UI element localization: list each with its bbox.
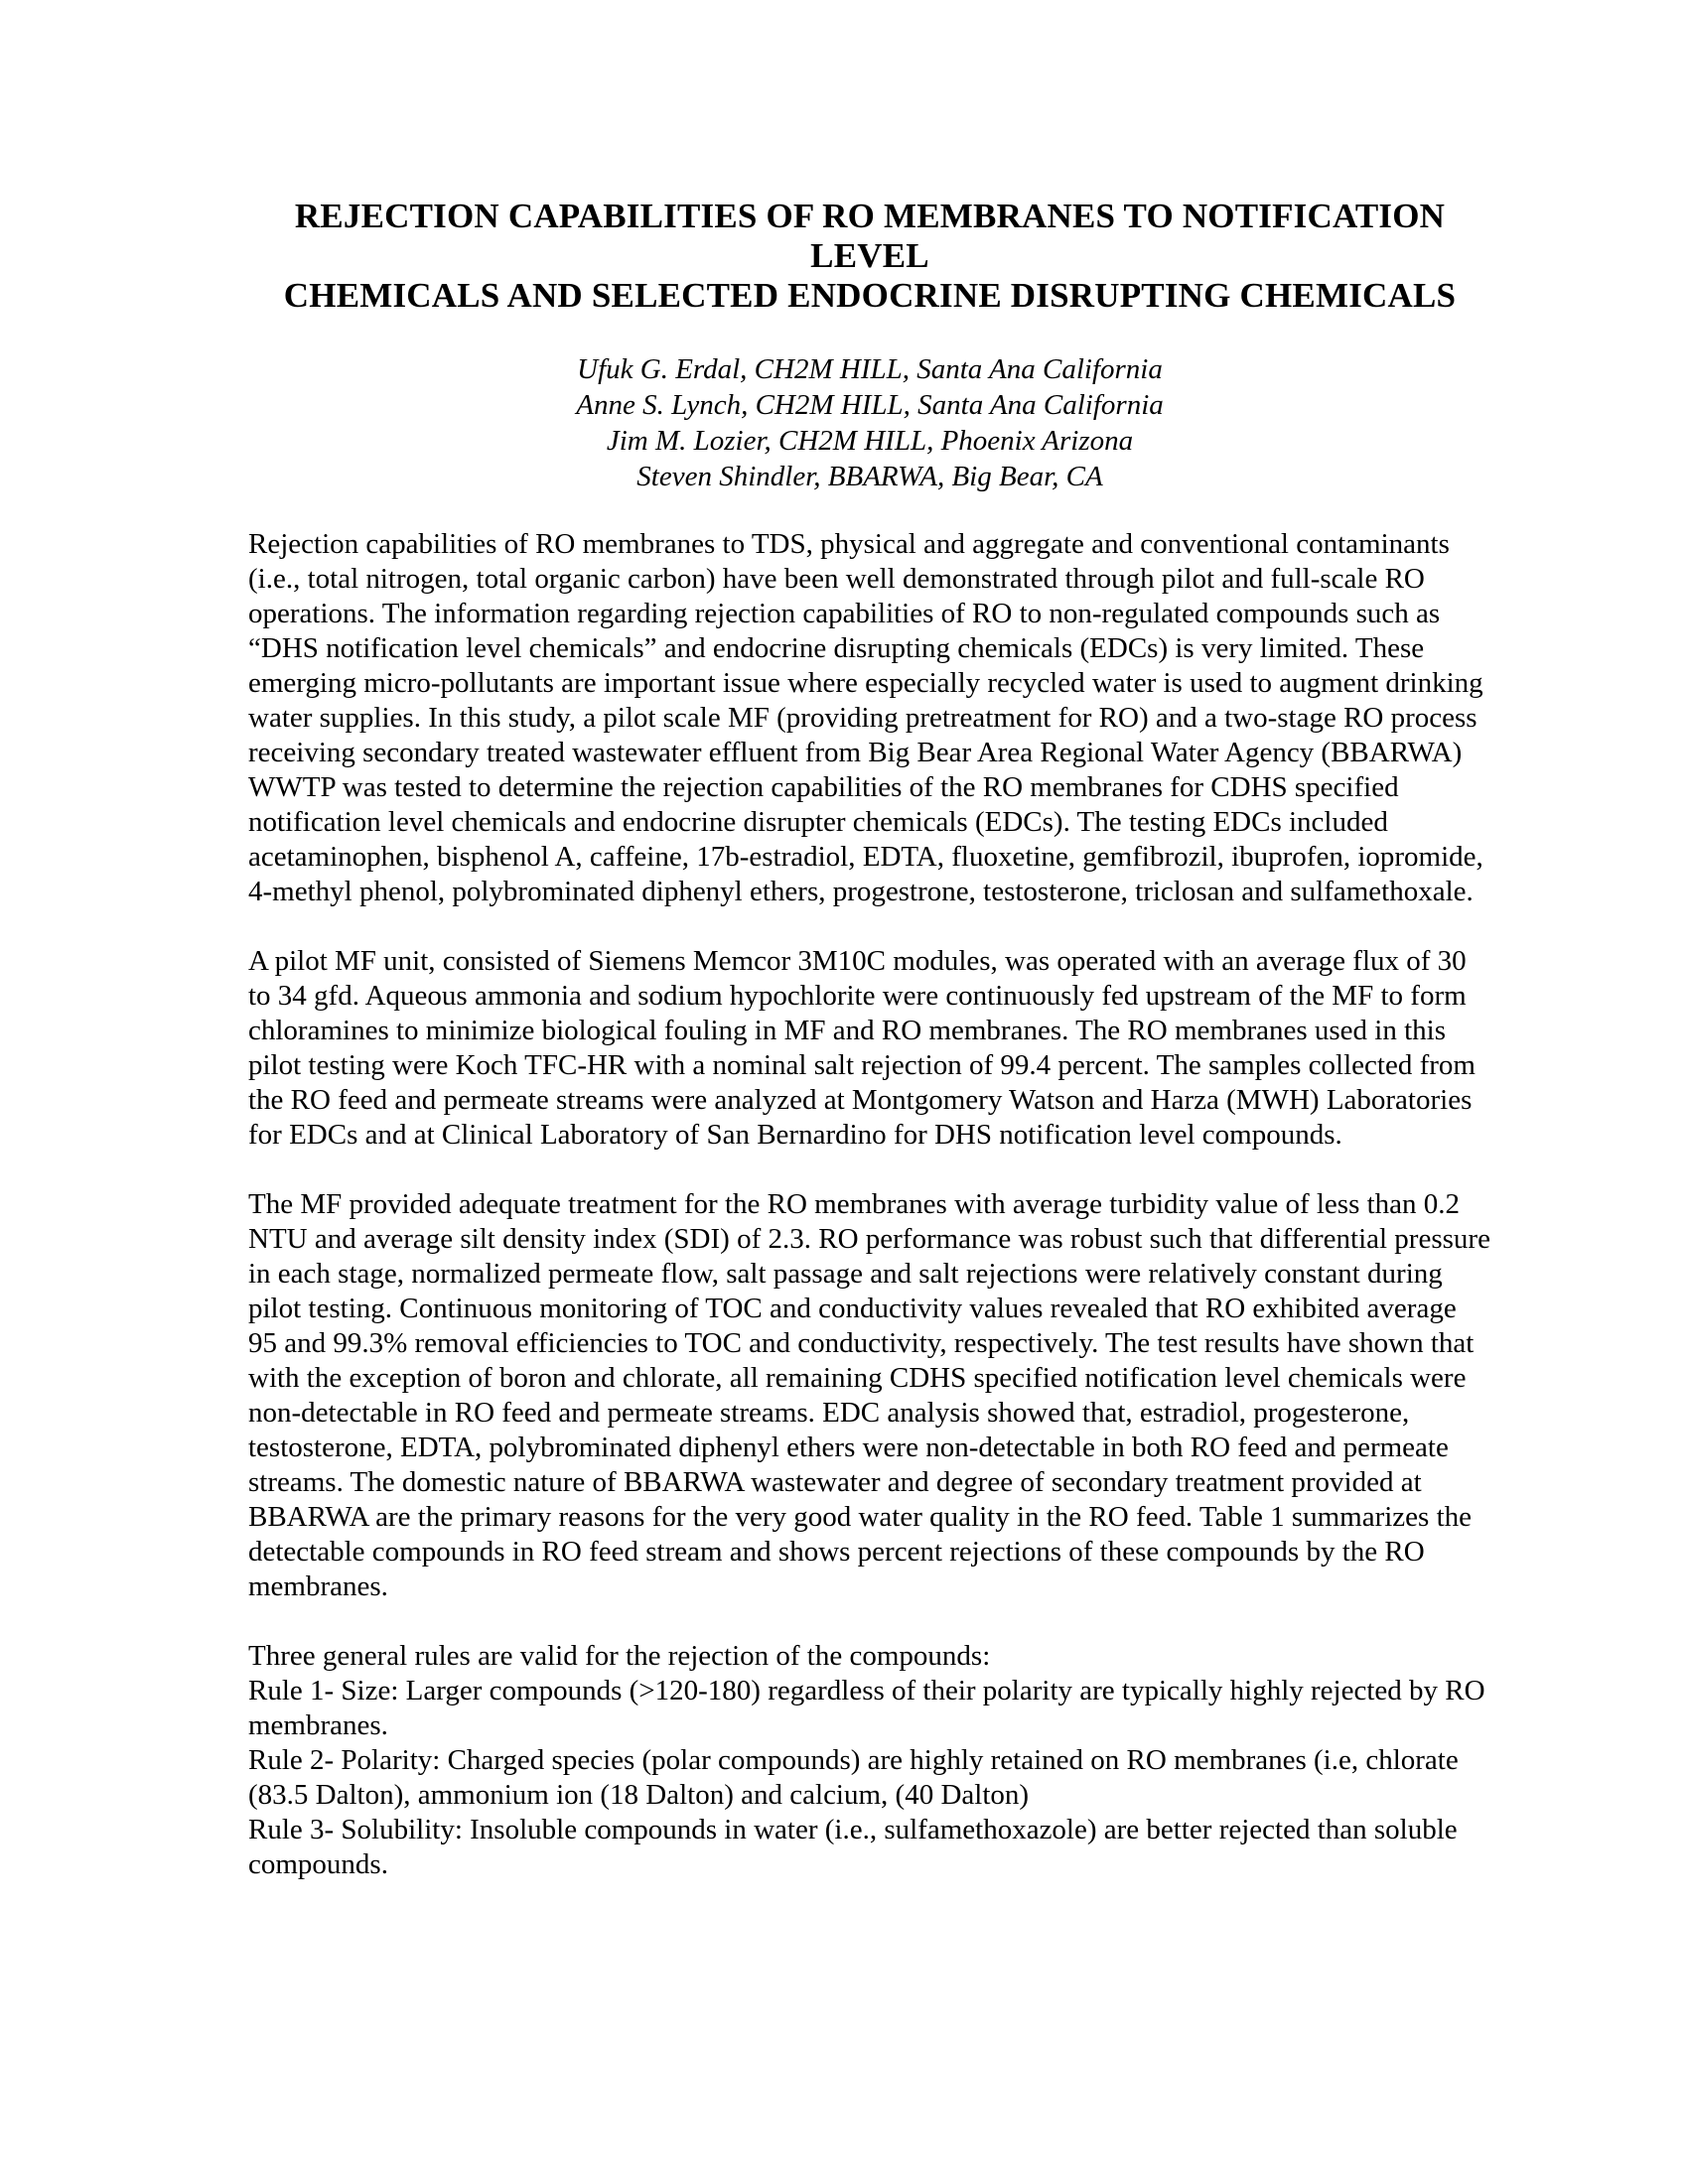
rule-2-polarity: Rule 2- Polarity: Charged species (polar compounds) are highly retained on RO membranes (i.e, chlorate (83.5 Dalton), ammonium ion (18 Dalton) and calcium, (40 Dalton): [248, 1744, 1459, 1811]
paper-title: [248, 197, 1491, 316]
abstract-paragraph-3: The MF provided adequate treatment for the RO membranes with average turbidity value of less than 0.2 NTU and average silt density index (SDI) of 2.3. RO performance was robust such that differential pressure in each stage, normalized permeate flow, salt passage and salt rejections were relatively constant during pilot testing. Continuous monitoring of TOC and conductivity values revealed that RO exhibited average 95 and 99.3% removal efficiencies to TOC and conductivity, respectively. The test results have shown that with the exception of boron and chlorate, all remaining CDHS specified notification level chemicals were non-detectable in RO feed and permeate streams. EDC analysis showed that, estradiol, progesterone, testosterone, EDTA, polybrominated diphenyl ethers were non-detectable in both RO feed and permeate streams. The domestic nature of BBARWA wastewater and degree of secondary treatment provided at BBARWA are the primary reasons for the very good water quality in the RO feed. Table 1 summarizes the detectable compounds in RO feed stream and shows percent rejections of these compounds by the RO membranes.: [248, 1188, 1490, 1602]
author-line: Anne S. Lynch, CH2M HILL, Santa Ana California: [576, 389, 1164, 421]
paper-title-line-1: REJECTION CAPABILITIES OF RO MEMBRANES TO NOTIFICATION LEVEL: [294, 197, 1446, 275]
text-column: [248, 0, 1491, 1917]
abstract-paragraph-2: A pilot MF unit, consisted of Siemens Memcor 3M10C modules, was operated with an average flux of 30 to 34 gfd. Aqueous ammonia and sodium hypochlorite were continuously fed upstream of the MF to form chloramines to minimize biological fouling in MF and RO membranes. The RO membranes used in this pilot testing were Koch TFC-HR with a nominal salt rejection of 99.4 percent. The samples collected from the RO feed and permeate streams were analyzed at Montgomery Watson and Harza (MWH) Laboratories for EDCs and at Clinical Laboratory of San Bernardino for DHS notification level compounds.: [248, 945, 1476, 1151]
author-block: [248, 351, 1491, 494]
rule-1-size: Rule 1- Size: Larger compounds (>120-180) regardless of their polarity are typically highly rejected by RO membranes.: [248, 1675, 1485, 1741]
rules-intro-line: Three general rules are valid for the rejection of the compounds:: [248, 1640, 991, 1672]
author-line: Jim M. Lozier, CH2M HILL, Phoenix Arizona: [606, 425, 1134, 457]
abstract-paragraph-1: Rejection capabilities of RO membranes to TDS, physical and aggregate and conventional contaminants (i.e., total nitrogen, total organic carbon) have been well demonstrated through pilot and full-scale RO operations. The information regarding rejection capabilities of RO to non-regulated compounds such as “DHS notification level chemicals” and endocrine disrupting chemicals (EDCs) is very limited. These emerging micro-pollutants are important issue where especially recycled water is used to augment drinking water supplies. In this study, a pilot scale MF (providing pretreatment for RO) and a two-stage RO process receiving secondary treated wastewater effluent from Big Bear Area Regional Water Agency (BBARWA) WWTP was tested to determine the rejection capabilities of the RO membranes for CDHS specified notification level chemicals and endocrine disrupter chemicals (EDCs). The testing EDCs included acetaminophen, bisphenol A, caffeine, 17b-estradiol, EDTA, fluoxetine, gemfibrozil, ibuprofen, iopromide, 4-methyl phenol, polybrominated diphenyl ethers, progestrone, testosterone, triclosan and sulfamethoxale.: [248, 528, 1483, 907]
rule-3-solubility: Rule 3- Solubility: Insoluble compounds in water (i.e., sulfamethoxazole) are better rejected than soluble compounds.: [248, 1814, 1458, 1880]
abstract-body: [248, 527, 1491, 1882]
author-line: Ufuk G. Erdal, CH2M HILL, Santa Ana California: [577, 353, 1163, 385]
author-line: Steven Shindler, BBARWA, Big Bear, CA: [636, 461, 1103, 492]
paper-title-line-2: CHEMICALS AND SELECTED ENDOCRINE DISRUPTING CHEMICALS: [283, 276, 1457, 315]
